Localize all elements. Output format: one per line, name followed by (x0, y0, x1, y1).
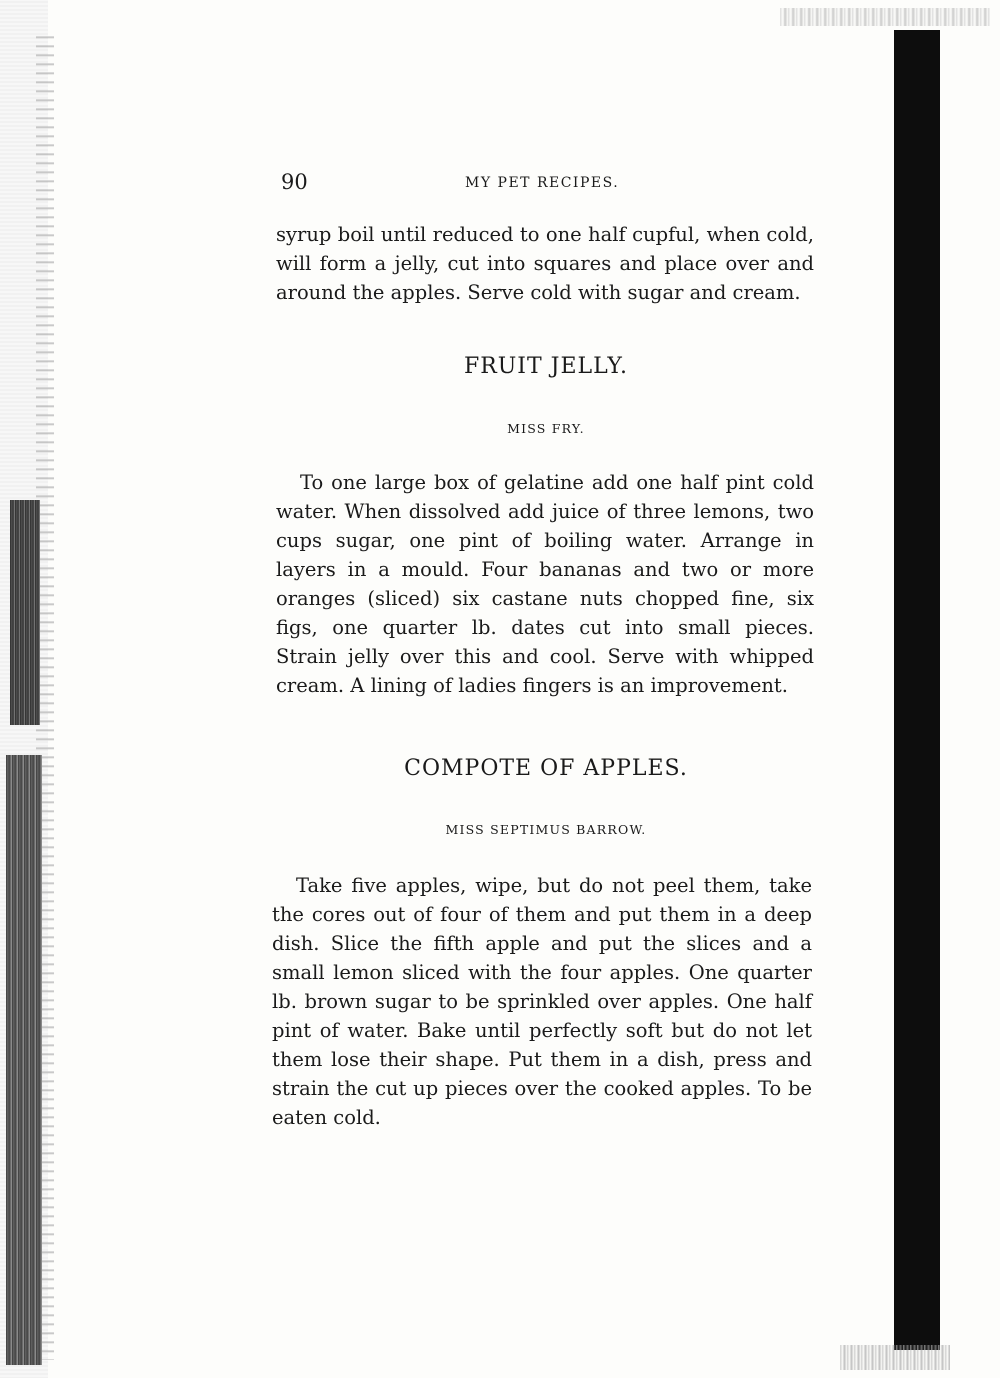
recipe-author-compote-of-apples: MISS SEPTIMUS BARROW. (445, 822, 647, 837)
scan-right-edge-bar (894, 30, 940, 1350)
scan-top-noise (780, 8, 990, 26)
scan-bottom-noise (840, 1345, 950, 1370)
recipe-body-fruit-jelly: To one large box of gelatine add one half pint cold water. When dissolved add juice of three lemons, two cups sugar, one pint of boiling water. Arrange in layers in a mould. Four bananas and two or more oranges (sliced) six castane nuts chopped fine, six figs, one quarter lb. dates cut into small pieces. Strain jelly over this and cool. Serve with whipped cream. A lining of ladies fingers is an improvement. (276, 471, 814, 697)
scan-binding-shadow-lower (6, 755, 42, 1365)
recipe-author-fruit-jelly: MISS FRY. (507, 421, 585, 436)
running-title: MY PET RECIPES. (465, 175, 620, 191)
scan-binding-shadow-upper (10, 500, 40, 725)
continued-text: syrup boil until reduced to one half cupful, when cold, will form a jelly, cut into squares and place over and around the apples. Serve cold with sugar and cream. (276, 223, 814, 304)
recipe-body-compote-of-apples: Take five apples, wipe, but do not peel them, take the cores out of four of them and put them in a deep dish. Slice the fifth apple and put the slices and a small lemon sliced with the four apples. One quarter lb. brown sugar to be sprinkled over apples. One half pint of water. Bake until perfectly soft but do not let them lose their shape. Put them in a dish, press and strain the cut up pieces over the cooked apples. To be eaten cold. (272, 874, 812, 1129)
continued-paragraph (276, 220, 814, 307)
recipe-body-fruit-jelly-block (276, 468, 814, 700)
recipe-title-fruit-jelly: FRUIT JELLY. (463, 354, 629, 379)
recipe-title-compote-of-apples: COMPOTE OF APPLES. (404, 756, 688, 781)
page-number: 90 (281, 170, 308, 194)
recipe-body-compote-block (272, 871, 812, 1132)
